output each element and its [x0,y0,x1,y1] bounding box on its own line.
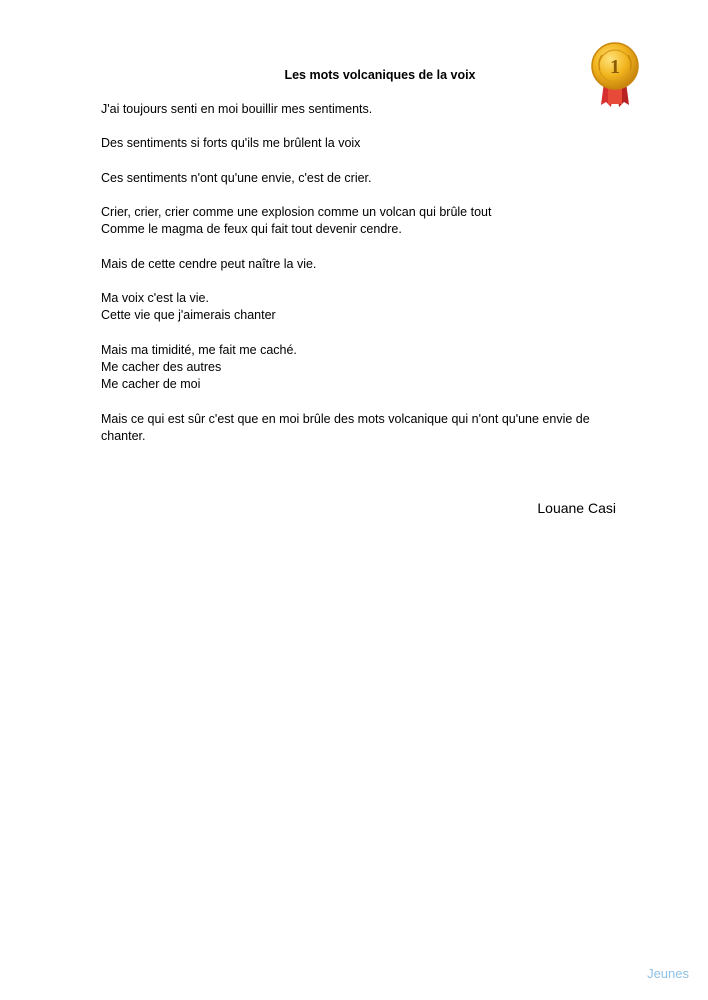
poem-line: Comme le magma de feux qui fait tout devenir cendre. [101,222,402,237]
poem-author: Louane Casi [537,500,616,516]
poem-line: Me cacher de moi [101,377,201,392]
poem-stanza [101,135,631,152]
poem-stanza [101,101,631,118]
poem-stanza [101,411,631,445]
poem-stanza [101,170,631,187]
poem-line: Crier, crier, crier comme une explosion comme un volcan qui brûle tout [101,205,492,220]
poem-line: Mais de cette cendre peut naître la vie. [101,256,317,271]
poem-stanza [101,256,631,273]
poem-stanza [101,204,631,238]
poem-title: Les mots volcaniques de la voix [284,68,476,82]
poem-line: J'ai toujours senti en moi bouillir mes sentiments. [101,102,373,116]
footer-tag[interactable]: Jeunes [647,966,689,981]
poem-line: Mais ma timidité, me fait me caché. [101,342,297,357]
poem-line: Ma voix c'est la vie. [101,291,209,306]
poem-line: Me cacher des autres [101,359,222,374]
poem-stanza [101,290,631,324]
poem-stanza [101,342,631,394]
poem-line: Mais ce qui est sûr c'est que en moi brûle des mots volcanique qui n'ont qu'une envie de chanter. [101,411,590,443]
medal-rank: 1 [610,56,620,78]
poem-line: Ces sentiments n'ont qu'une envie, c'est de crier. [101,170,372,185]
poem-body [101,101,631,462]
poem-line: Cette vie que j'aimerais chanter [101,308,276,323]
poem-line: Des sentiments si forts qu'ils me brûlent la voix [101,136,361,151]
